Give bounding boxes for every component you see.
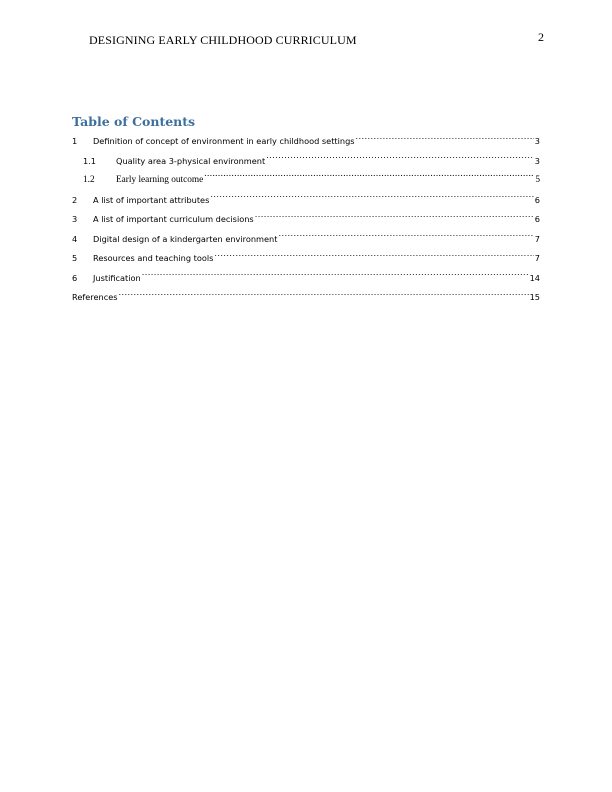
toc-leader — [142, 271, 529, 281]
toc-entry-number: 2 — [72, 194, 78, 205]
toc-entry[interactable] — [72, 191, 540, 211]
toc-leader — [356, 134, 534, 144]
toc-entry-label: Justification — [93, 272, 141, 283]
toc-entry-label: Quality area 3-physical environment — [116, 155, 266, 166]
toc-entry-page: 5 — [535, 175, 540, 185]
toc-leader — [255, 212, 534, 222]
toc-entry-page: 14 — [529, 272, 540, 283]
toc-leader — [266, 154, 534, 164]
toc-entry-number: 5 — [72, 253, 78, 263]
toc-entry-number: 6 — [72, 272, 78, 283]
toc-entry-number: 1 — [72, 136, 78, 146]
table-of-contents — [72, 132, 540, 308]
toc-entry-label: Early learning outcome — [116, 175, 204, 185]
toc-entry-page: 6 — [534, 194, 540, 205]
toc-entry[interactable] — [72, 288, 540, 308]
toc-entry-page: 15 — [529, 292, 540, 302]
toc-entry-number: 4 — [72, 233, 78, 244]
toc-entry-page: 7 — [534, 233, 540, 244]
toc-entry[interactable] — [72, 171, 540, 191]
toc-entry-number: 1.1 — [83, 155, 97, 166]
toc-leader — [278, 232, 533, 242]
toc-entry[interactable] — [72, 269, 540, 289]
toc-entry[interactable] — [72, 152, 540, 172]
toc-entry-page: 7 — [534, 253, 540, 263]
toc-entry-label: References — [72, 292, 118, 302]
toc-entry-label: A list of important attributes — [93, 194, 210, 205]
running-header: DESIGNING EARLY CHILDHOOD CURRICULUM — [89, 33, 357, 47]
toc-entry-label: Resources and teaching tools — [93, 253, 214, 263]
toc-entry-page: 3 — [534, 136, 540, 146]
toc-entry-label: Definition of concept of environment in early childhood settings — [93, 136, 355, 146]
toc-entry-page: 6 — [534, 214, 540, 224]
toc-leader — [214, 251, 533, 261]
toc-leader — [204, 172, 534, 182]
page-number: 2 — [538, 30, 544, 44]
toc-entry[interactable] — [72, 210, 540, 230]
toc-entry-number: 3 — [72, 214, 78, 224]
toc-entry-label: Digital design of a kindergarten environment — [93, 233, 278, 244]
toc-leader — [119, 290, 529, 300]
toc-entry[interactable] — [72, 132, 540, 152]
toc-entry[interactable] — [72, 230, 540, 250]
toc-entry-page: 3 — [534, 155, 540, 166]
toc-heading: Table of Contents — [72, 114, 196, 129]
toc-entry-label: A list of important curriculum decisions — [93, 214, 254, 224]
toc-leader — [210, 193, 533, 203]
toc-entry-number: 1.2 — [83, 175, 95, 185]
toc-entry[interactable] — [72, 249, 540, 269]
